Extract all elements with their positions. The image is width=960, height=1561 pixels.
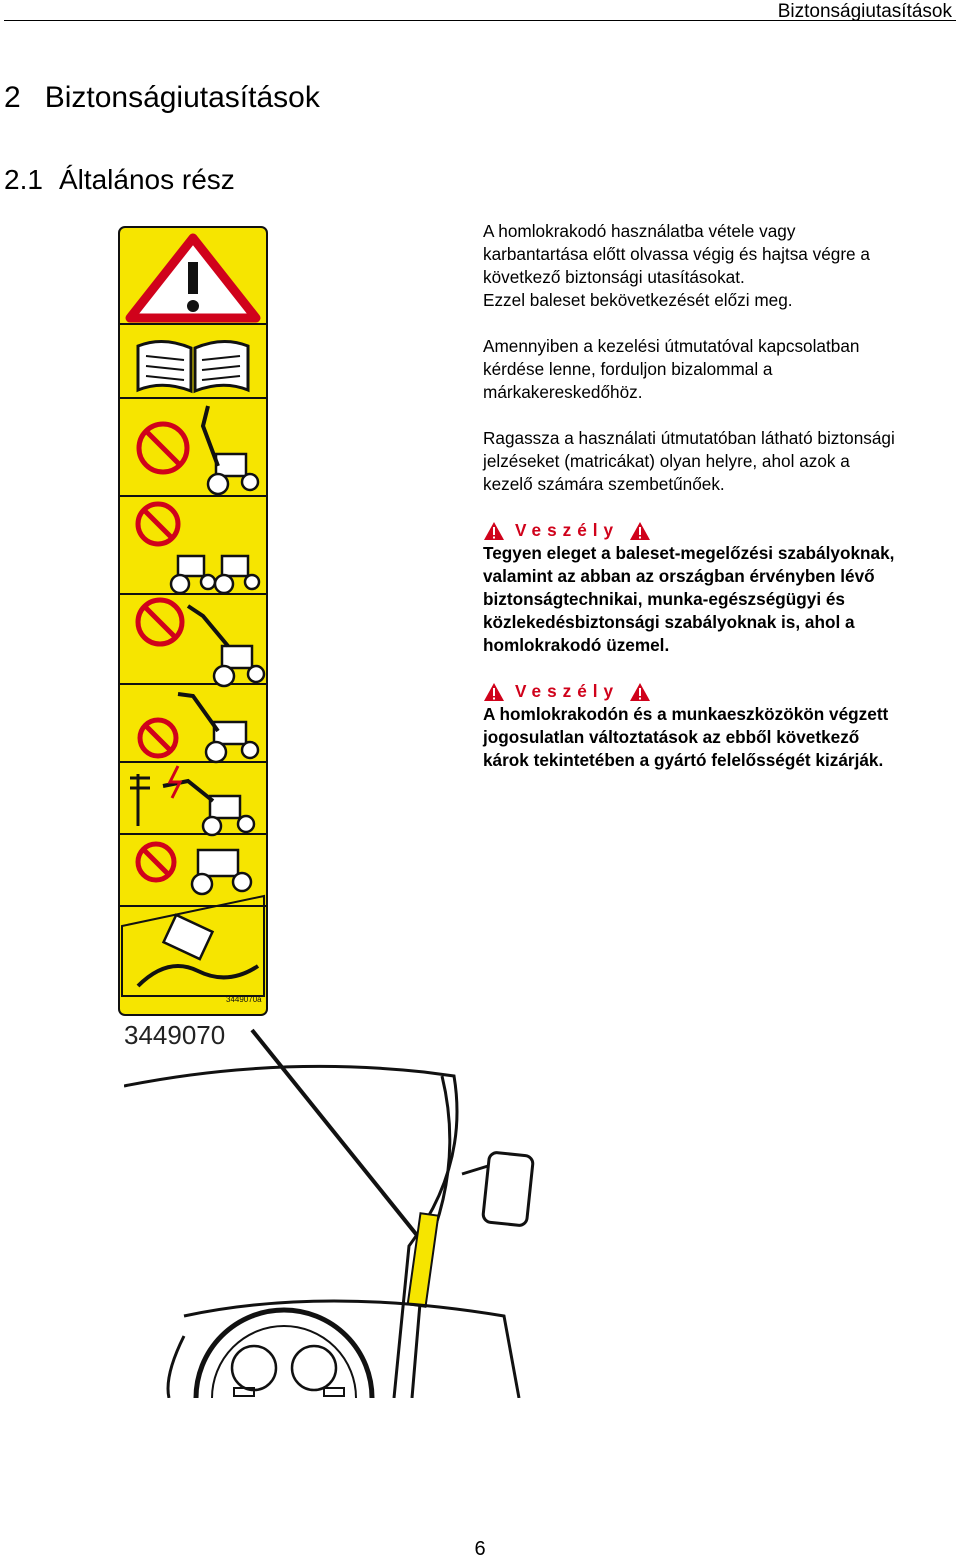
subsection-number: 2.1 (4, 164, 43, 195)
warning-title (483, 519, 959, 542)
warning-triangle-icon (483, 521, 505, 541)
paragraph-intro: A homlokrakodó használatba vétele vagy karbantartása előtt olvassa végig és hajtsa végre a következő biztonsági utasításokat. Ezzel baleset bekövetkezését előzi meg. (483, 221, 870, 310)
page-number: 6 (474, 1538, 486, 1560)
section-number: 2 (4, 81, 21, 114)
decal-code-small: 3449070a (226, 995, 262, 1004)
warning-text: A homlokrakodón és a munkaeszközökön végzett jogosulatlan változtatások az ebből következő károk tekintetében a gyártó felelősségét kizárják. (483, 704, 889, 770)
warning-title (483, 680, 959, 703)
safety-decal-illustration (118, 226, 268, 1016)
body-text-column (483, 220, 959, 795)
warning-triangle-icon (629, 521, 651, 541)
decal-label: 3449070 (124, 1020, 226, 1050)
warning-block-2 (483, 680, 959, 772)
running-header: Biztonságiutasítások (777, 1, 952, 22)
paragraph-dealer: Amennyiben a kezelési útmutatóval kapcsolatban kérdése lenne, forduljon bizalommal a márkakereskedőhöz. (483, 336, 860, 402)
subsection-heading (4, 162, 235, 198)
warning-title-text: Veszély (515, 520, 620, 540)
cab-placement-illustration (124, 1016, 544, 1398)
warning-triangle-icon (483, 682, 505, 702)
paragraph-decals: Ragassza a használati útmutatóban látható biztonsági jelzéseket (matricákat) olyan helyre, ahol azok a kezelő számára szembetűnőek. (483, 428, 895, 494)
warning-block-1 (483, 519, 959, 657)
warning-text: Tegyen eleget a baleset-megelőzési szabályoknak, valamint az abban az országban érvényben lévő biztonságtechnikai, munka-egészségügyi és közlekedésbiztonsági szabályoknak is, ahol a homlokrakodó üzemel. (483, 543, 895, 655)
section-heading (4, 78, 320, 118)
section-title: Biztonságiutasítások (44, 81, 320, 114)
warning-triangle-icon (629, 682, 651, 702)
warning-title-text: Veszély (515, 681, 620, 701)
header-rule (4, 20, 956, 21)
subsection-title: Általános rész (58, 164, 235, 195)
